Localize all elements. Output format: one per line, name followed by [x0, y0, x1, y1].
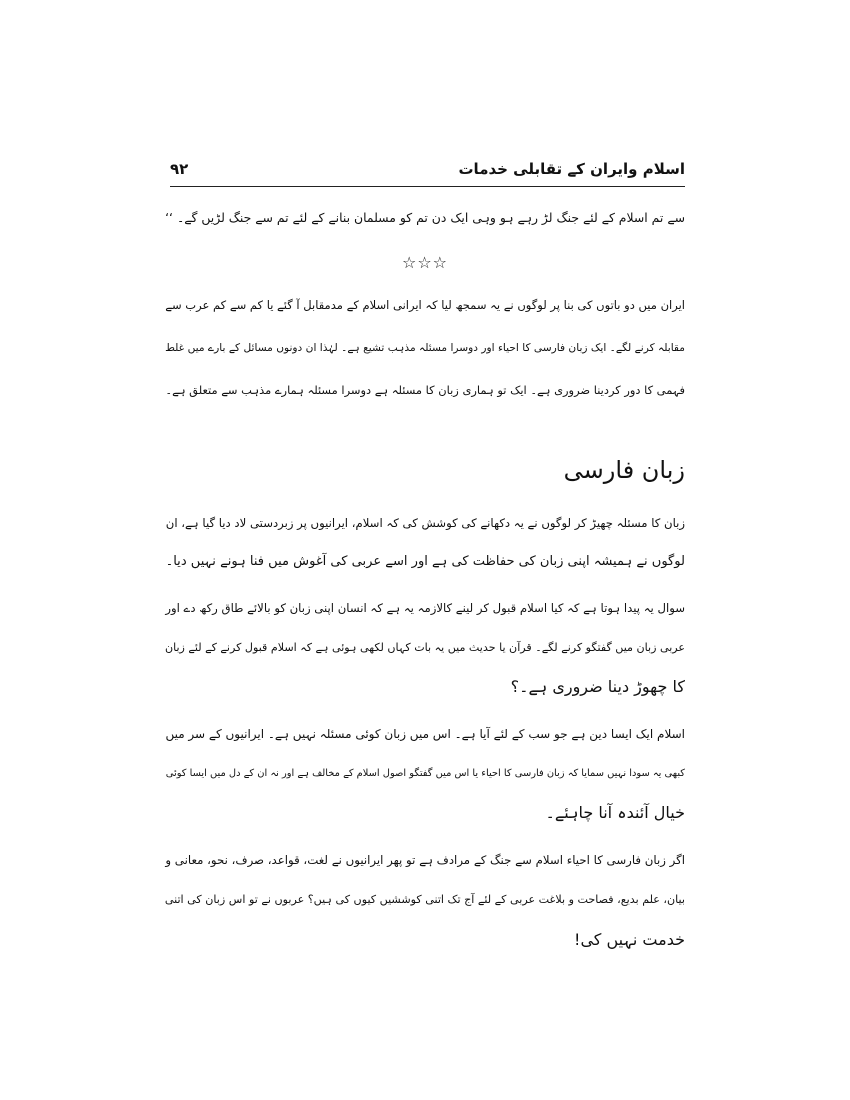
intro-line-3: فہمی کا دور کردینا ضروری ہے۔ ایک تو ہماری زبان کا مسئلہ ہے دوسرا مسئلہ ہمارے مذہب سے متعلق ہے۔	[165, 383, 685, 397]
paragraph-2-line-3: کا چھوڑ دینا ضروری ہے۔؟	[510, 677, 685, 696]
header-title: اسلام وایران کے تقابلی خدمات	[458, 160, 685, 178]
paragraph-1-line-1: زبان کا مسئلہ چھیڑ کر لوگوں نے یہ دکھانے کی کوشش کی کہ اسلام، ایرانیوں پر زبردستی لاد دیا گیا ہے، ان	[165, 516, 685, 530]
intro-line-2: مقابلہ کرنے لگے۔ ایک زبان فارسی کا احیاء اور دوسرا مسئلہ مذہب تشیع ہے۔ لہٰذا ان دونوں مسائل کے بارے میں غلط	[165, 341, 685, 354]
running-header	[170, 160, 685, 187]
paragraph-2-line-2: عربی زبان میں گفتگو کرنے لگے۔ قرآن یا حدیث میں یہ بات کہاں لکھی ہوئی ہے کہ اسلام قبول کرنے کے لئے زبان	[164, 641, 685, 654]
paragraph-3-line-3: خیال آئندہ آنا چاہئے۔	[545, 803, 685, 822]
paragraph-3-line-2: کبھی یہ سودا نہیں سمایا کہ زبان فارسی کا احیاء یا اس میں گفتگو اصول اسلام کے مخالف ہے اور نہ ان کے دل میں ایسا کوئی	[165, 768, 685, 779]
quote-closing-line: سے تم اسلام کے لئے جنگ لڑ رہے ہو وہی ایک دن تم کو مسلمان بنانے کے لئے تم سے جنگ لڑیں گے۔ ‘‘	[165, 210, 685, 225]
paragraph-4-line-1: اگر زبان فارسی کا احیاء اسلام سے جنگ کے مرادف ہے تو پھر ایرانیوں نے لغت، قواعد، صرف، نحو، معانی و	[165, 853, 685, 867]
paragraph-3-line-1: اسلام ایک ایسا دین ہے جو سب کے لئے آیا ہے۔ اس میں زبان کوئی مسئلہ نہیں ہے۔ ایرانیوں کے سر میں	[165, 727, 685, 741]
paragraph-1-line-2: لوگوں نے ہمیشہ اپنی زبان کی حفاظت کی ہے اور اسے عربی کی آغوش میں فنا ہونے نہیں دیا۔	[165, 554, 685, 569]
paragraph-4-line-2: بیان، علم بدیع، فصاحت و بلاغت عربی کے لئے آج تک اتنی کوششیں کیوں کی ہیں؟ عربوں نے تو اس زبان کی اتنی	[164, 893, 685, 906]
intro-line-1: ایران میں دو باتوں کی بنا پر لوگوں نے یہ سمجھ لیا کہ ایرانی اسلام کے مدمقابل آ گئے یا کم سے کم عرب سے	[165, 298, 685, 312]
paragraph-2-line-1: سوال یہ پیدا ہوتا ہے کہ کیا اسلام قبول کر لینے کالازمہ یہ ہے کہ انسان اپنی زبان کو بالائے طاق رکھ دے اور	[165, 601, 685, 615]
section-heading: زبان فارسی	[563, 456, 685, 484]
paragraph-4-line-3: خدمت نہیں کی!	[574, 930, 685, 949]
section-separator: ☆☆☆	[401, 253, 449, 272]
page-number: ۹۲	[170, 160, 189, 178]
